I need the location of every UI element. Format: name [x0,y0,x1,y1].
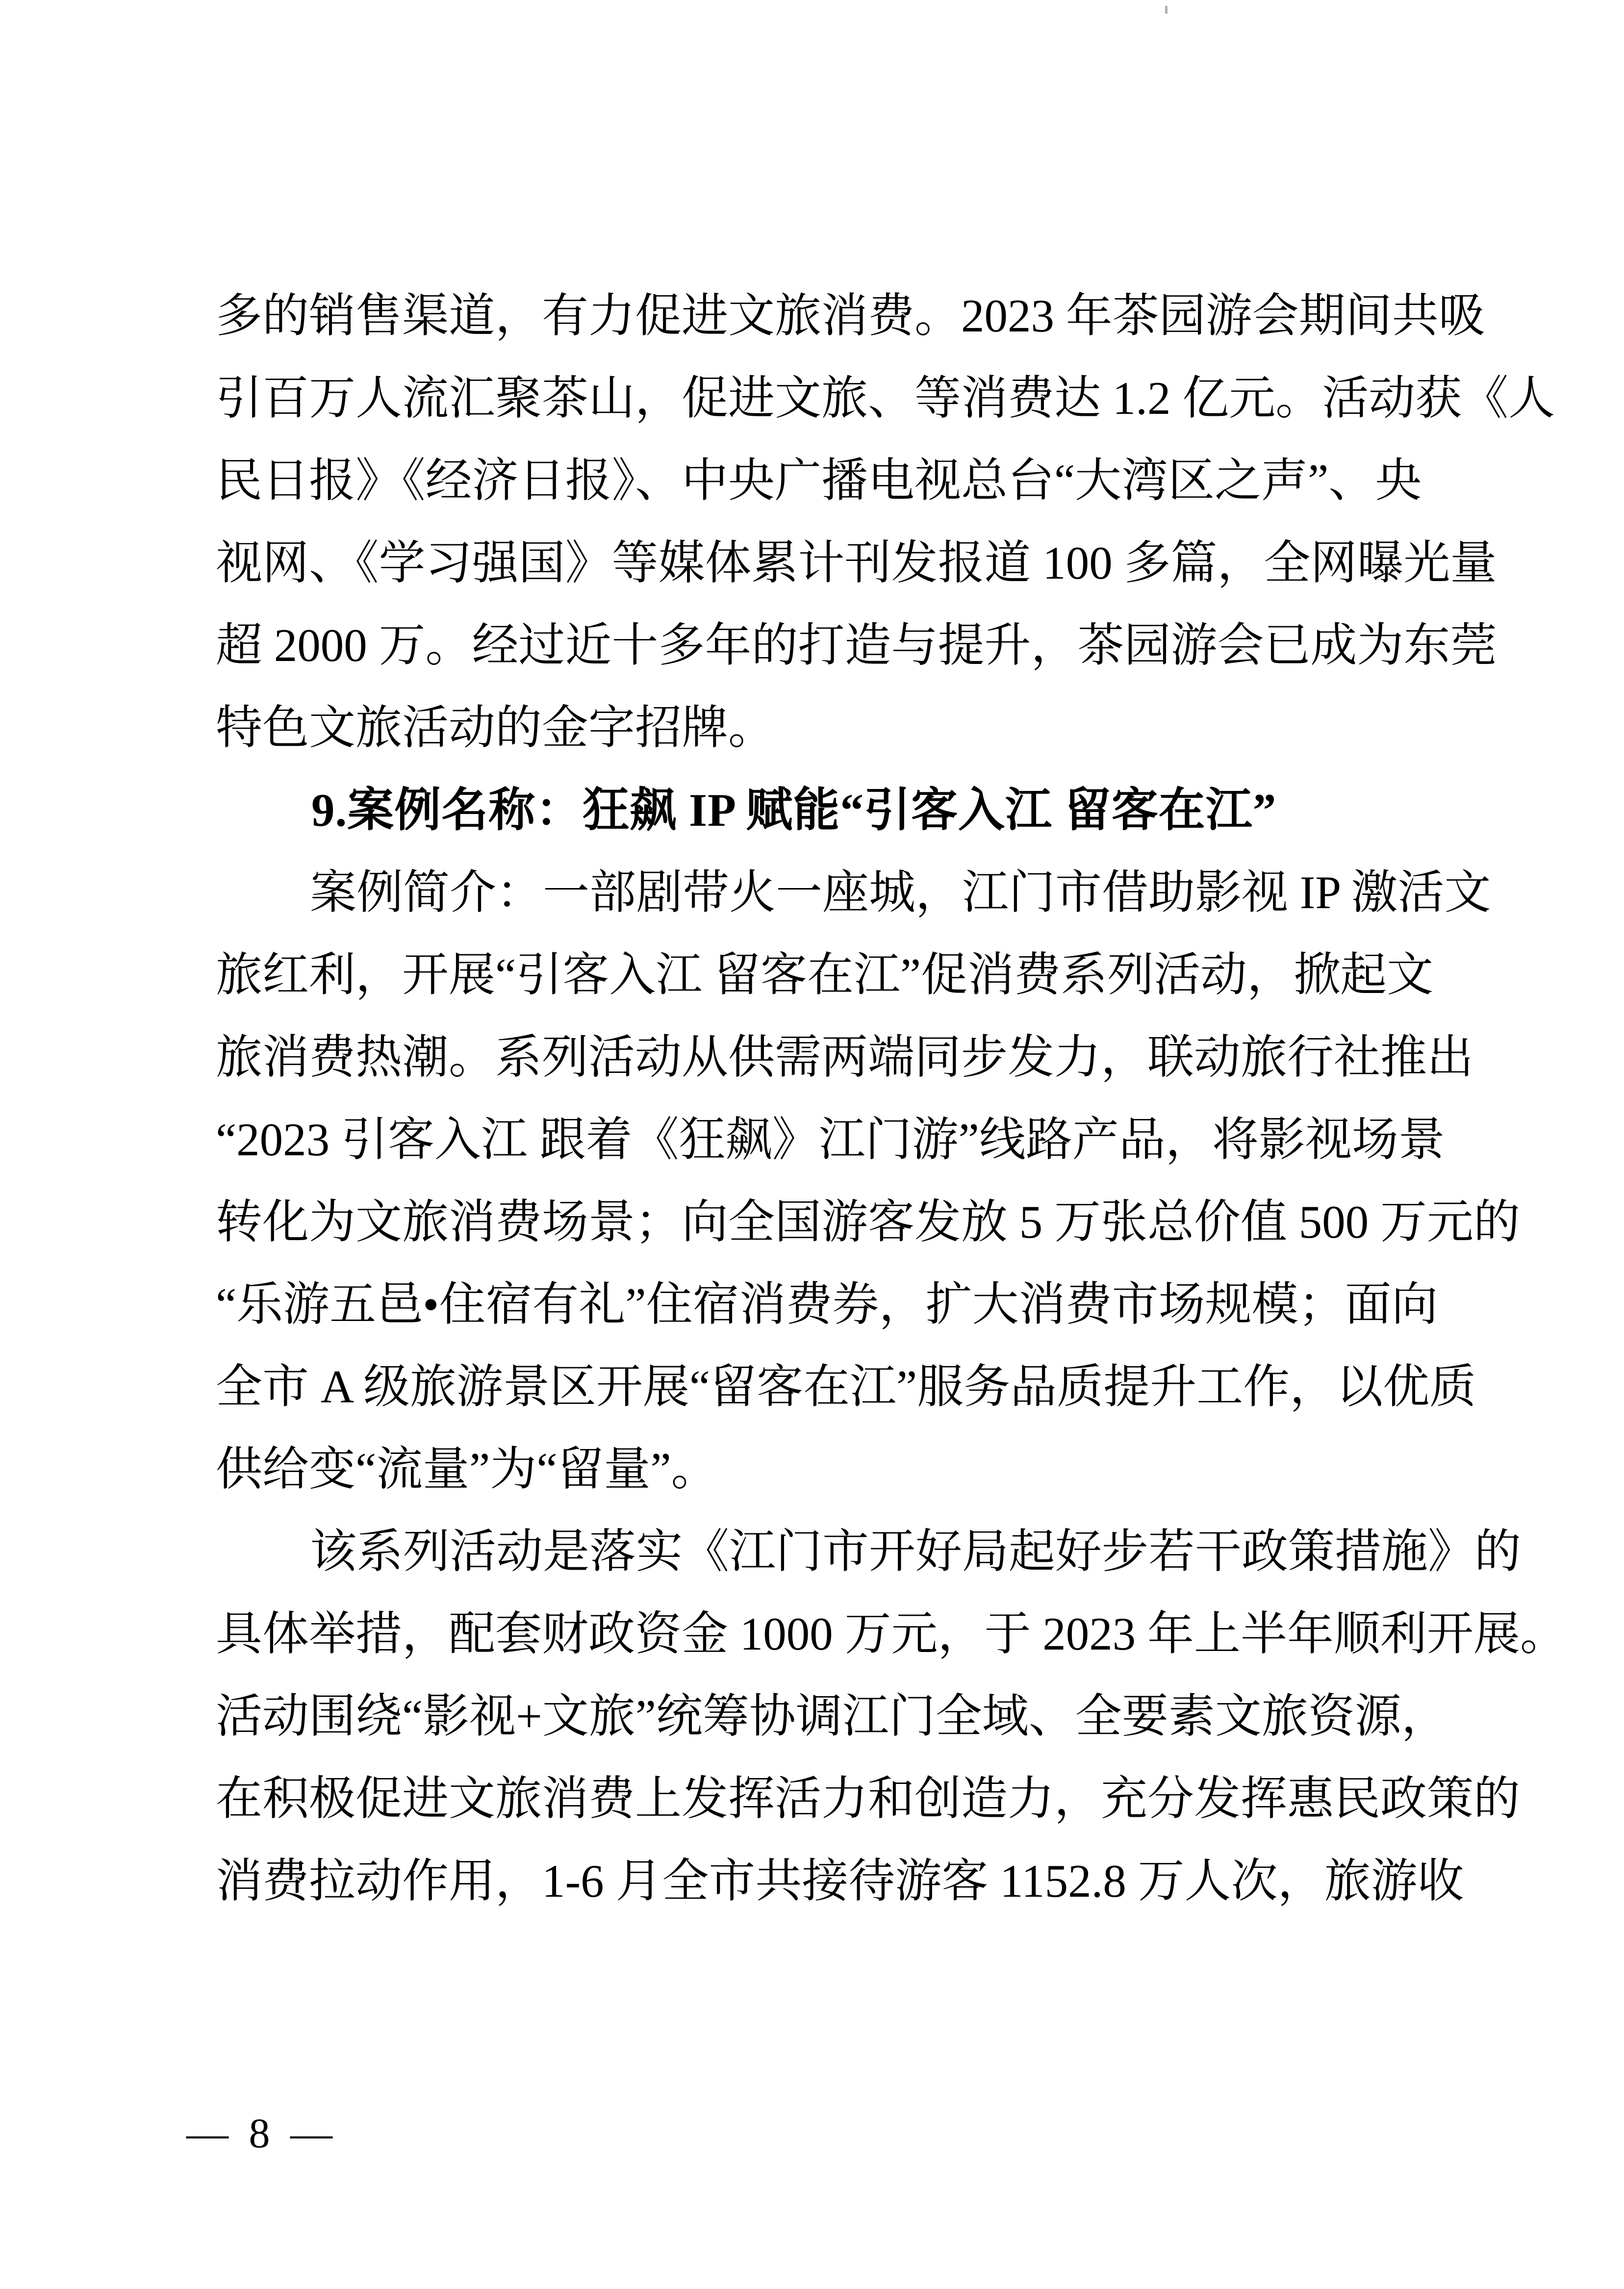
paragraph-line: 消费拉动作用，1-6 月全市共接待游客 1152.8 万人次，旅游收 [216,1855,1464,1907]
document-body [216,275,1567,1922]
page-number: — 8 — [186,2110,337,2157]
paragraph-last-line: 供给变“流量”为“留量”。 [216,1443,718,1495]
paragraph-first-line: 该系列活动是落实《江门市开好局起好步若干政策措施》的 [310,1526,1522,1577]
paragraph-line: 在积极促进文旅消费上发挥活力和创造力，充分发挥惠民政策的 [216,1773,1521,1825]
paragraph-line: 旅消费热潮。系列活动从供需两端同步发力，联动旅行社推出 [216,1031,1474,1083]
paragraph-line: 引百万人流汇聚茶山，促进文旅、等消费达 1.2 亿元。活动获《人 [216,372,1555,424]
paragraph-line: “乐游五邑•住宿有礼”住宿消费券，扩大消费市场规模；面向 [216,1278,1438,1330]
paragraph-line: 全市 A 级旅游景区开展“留客在江”服务品质提升工作，以优质 [216,1361,1476,1413]
paragraph-line: 超 2000 万。经过近十多年的打造与提升，茶园游会已成为东莞 [216,619,1497,671]
paragraph-first-line: 案例简介：一部剧带火一座城，江门市借助影视 IP 激活文 [310,866,1491,918]
paragraph-line: 旅红利，开展“引客入江 留客在江”促消费系列活动，掀起文 [216,949,1434,1001]
paragraph-line: 活动围绕“影视+文旅”统筹协调江门全域、全要素文旅资源， [216,1690,1448,1742]
paragraph-last-line: 特色文旅活动的金字招牌。 [216,702,775,754]
paragraph-line: “2023 引客入江 跟着《狂飙》江门游”线路产品，将影视场景 [216,1114,1445,1166]
paragraph-line: 转化为文旅消费场景；向全国游客发放 5 万张总价值 500 万元的 [216,1196,1521,1248]
paragraph-line: 民日报》《经济日报》、中央广播电视总台“大湾区之声”、央 [216,455,1422,507]
paragraph-line: 视网、《学习强国》等媒体累计刊发报道 100 多篇，全网曝光量 [216,537,1497,589]
paragraph-line: 多的销售渠道，有力促进文旅消费。2023 年茶园游会期间共吸 [216,290,1485,342]
section-heading: 9.案例名称：狂飙 IP 赋能“引客入江 留客在江” [311,784,1277,836]
scan-artifact-speck [1165,6,1167,14]
paragraph-line: 具体举措，配套财政资金 1000 万元，于 2023 年上半年顺利开展。 [216,1608,1567,1660]
